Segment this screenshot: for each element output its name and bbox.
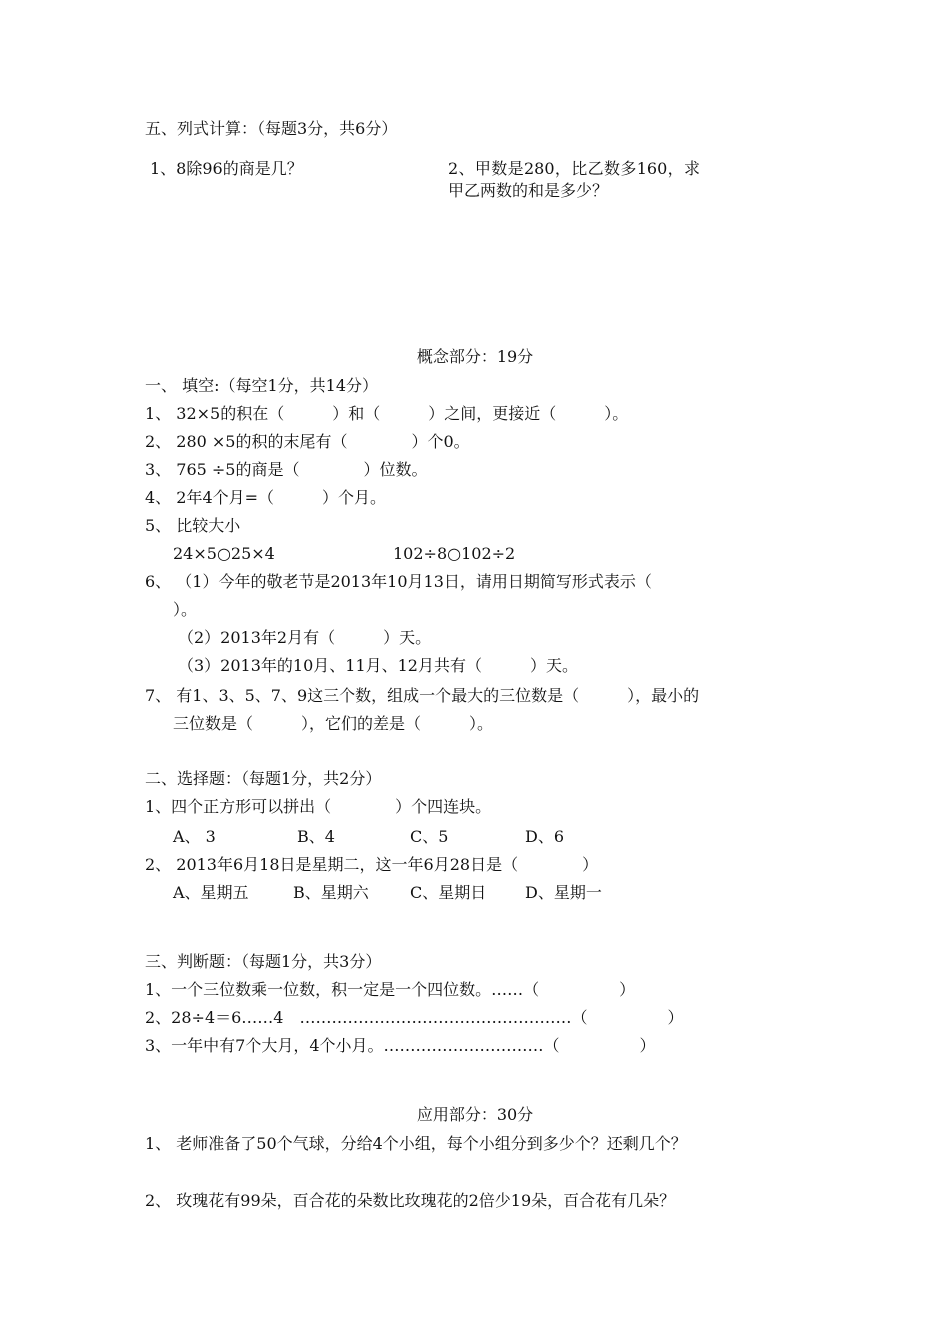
application-question-2: 2、 玫瑰花有99朵，百合花的朵数比玫瑰花的2倍少19朵，百合花有几朵？: [145, 1191, 676, 1210]
section5-heading: 五、列式计算：（每题3分，共6分）: [145, 119, 398, 138]
fill-item-7: 7、 有1、3、5、7、9这三个数，组成一个最大的三位数是（ ），最小的: [145, 686, 700, 705]
application-question-1: 1、 老师准备了50个气球，分给4个小组，每个小组分到多少个？还剩几个？: [145, 1134, 687, 1153]
choice-q2-option-a: A、星期五: [173, 883, 249, 902]
application-title: 应用部分：30分: [416, 1105, 534, 1124]
fill-item-7-continued: 三位数是（ ），它们的差是（ ）。: [173, 714, 494, 733]
judge-item-3: 3、一年中有7个大月，4个小月。…………………………（ ）: [145, 1036, 656, 1055]
compare-expression-2: 102÷8○102÷2: [393, 544, 516, 563]
compare-expression-1: 24×5○25×4: [173, 544, 275, 563]
choice-q2-option-b: B、星期六: [293, 883, 369, 902]
section5-question-2: 2、甲数是280，比乙数多160，求甲乙两数的和是多少？: [448, 159, 700, 200]
choice-q2-option-c: C、星期日: [410, 883, 487, 902]
choice-question-2: 2、 2013年6月18日是星期二，这一年6月28日是（ ）: [145, 855, 599, 874]
choice-q1-option-d: D、6: [525, 827, 565, 846]
concept-title: 概念部分：19分: [416, 347, 534, 366]
fill-item-6-continued: ）。: [173, 600, 198, 619]
choice-heading: 二、选择题：（每题1分，共2分）: [145, 769, 382, 788]
choice-q1-option-b: B、4: [297, 827, 335, 846]
section5-question-1: 1、8除96的商是几？: [150, 159, 303, 178]
choice-q1-option-a: A、 3: [173, 827, 216, 846]
fill-heading: 一、 填空:（每空1分，共14分）: [145, 376, 379, 395]
fill-item-4: 4、 2年4个月=（ ）个月。: [145, 488, 387, 507]
fill-item-6: 6、 （1）今年的敬老节是2013年10月13日，请用日期简写形式表示（: [145, 572, 652, 591]
judge-item-1: 1、一个三位数乘一位数，积一定是一个四位数。……（ ）: [145, 980, 636, 999]
fill-item-5: 5、 比较大小: [145, 516, 241, 535]
fill-item-6-part-2: （2）2013年2月有（ ）天。: [178, 628, 432, 647]
judge-item-2: 2、28÷4＝6……4 ……………………………………………（ ）: [145, 1008, 684, 1027]
fill-item-6-part-3: （3）2013年的10月、11月、12月共有（ ）天。: [178, 656, 578, 675]
choice-question-1: 1、四个正方形可以拼出（ ）个四连块。: [145, 797, 492, 816]
fill-item-3: 3、 765 ÷5的商是（ ）位数。: [145, 460, 428, 479]
choice-q2-option-d: D、星期一: [525, 883, 602, 902]
fill-item-2: 2、 280 ×5的积的末尾有（ ）个0。: [145, 432, 470, 451]
choice-q1-option-c: C、5: [410, 827, 449, 846]
judge-heading: 三、判断题：（每题1分，共3分）: [145, 952, 382, 971]
fill-item-1: 1、 32×5的积在（ ）和（ ）之间，更接近（ ）。: [145, 404, 629, 423]
